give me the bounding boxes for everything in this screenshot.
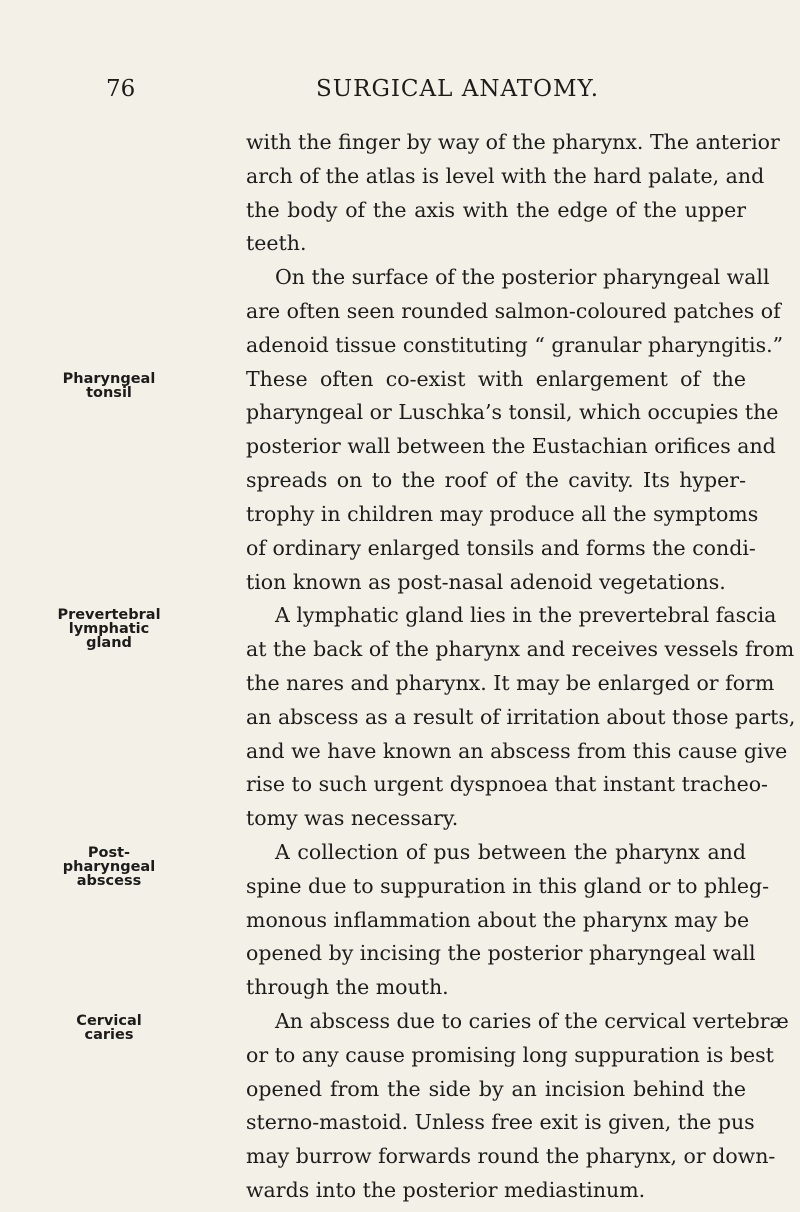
side-note-line: tonsil <box>86 385 132 401</box>
body-line: through the mouth. <box>246 975 449 999</box>
side-note-line: pharyngeal <box>62 859 156 875</box>
running-head: SURGICAL ANATOMY. <box>316 76 600 102</box>
body-line: opened by incising the posterior pharyngeal wall <box>246 941 756 965</box>
side-note-line: Pharyngeal <box>62 371 156 387</box>
side-note-prevertebral-gland <box>34 608 184 650</box>
page-header <box>0 76 800 110</box>
body-line: are often seen rounded salmon-coloured patches of <box>246 299 781 323</box>
body-line: adenoid tissue constituting “ granular pharyngitis.” <box>246 333 784 357</box>
body-line: A collection of pus between the pharynx and <box>275 840 746 864</box>
body-line: posterior wall between the Eustachian orifices and <box>246 434 776 458</box>
body-line: an abscess as a result of irritation about those parts, <box>246 705 796 729</box>
body-line: sterno-mastoid. Unless free exit is given, the pus <box>246 1110 755 1134</box>
body-line: wards into the posterior mediastinum. <box>246 1178 646 1202</box>
body-line: teeth. <box>246 231 307 255</box>
side-note-line: Post- <box>87 845 131 861</box>
side-note-pharyngeal-tonsil <box>34 372 184 400</box>
side-note-line: caries <box>84 1027 134 1043</box>
body-line: the body of the axis with the edge of the upper <box>246 198 746 222</box>
side-note-post-pharyngeal-abscess <box>34 846 184 888</box>
body-line: spine due to suppuration in this gland or to phleg- <box>246 874 770 898</box>
page-number: 76 <box>106 76 136 102</box>
side-note-line: lymphatic <box>68 621 150 637</box>
body-line: of ordinary enlarged tonsils and forms the condi- <box>246 536 756 560</box>
body-line: and we have known an abscess from this cause give <box>246 739 788 763</box>
body-line: the nares and pharynx. It may be enlarged or form <box>246 671 775 695</box>
body-line: opened from the side by an incision behind the <box>246 1077 746 1101</box>
body-line: pharyngeal or Luschka’s tonsil, which occupies the <box>246 400 779 424</box>
side-note-cervical-caries <box>34 1014 184 1042</box>
side-note-line: Prevertebral <box>57 607 161 623</box>
side-note-line: Cervical <box>76 1013 142 1029</box>
body-line: with the finger by way of the pharynx. The anterior <box>246 130 780 154</box>
body-line: trophy in children may produce all the symptoms <box>246 502 759 526</box>
side-note-line: gland <box>86 635 132 651</box>
body-line: On the surface of the posterior pharyngeal wall <box>275 265 770 289</box>
body-line: may burrow forwards round the pharynx, or down- <box>246 1144 776 1168</box>
body-line: arch of the atlas is level with the hard palate, and <box>246 164 765 188</box>
body-line: or to any cause promising long suppuration is best <box>246 1043 774 1067</box>
side-note-line: abscess <box>76 873 142 889</box>
body-line: at the back of the pharynx and receives vessels from <box>246 637 795 661</box>
body-line: These often co-exist with enlargement of the <box>246 367 746 391</box>
body-line: An abscess due to caries of the cervical vertebræ <box>275 1009 789 1033</box>
body-line: tomy was necessary. <box>246 806 459 830</box>
body-line: A lymphatic gland lies in the prevertebral fascia <box>275 603 777 627</box>
body-line: monous inflammation about the pharynx may be <box>246 908 750 932</box>
body-line: tion known as post-nasal adenoid vegetations. <box>246 570 726 594</box>
body-line: rise to such urgent dyspnoea that instant tracheo- <box>246 772 768 796</box>
body-line: spreads on to the roof of the cavity. Its hyper- <box>246 468 746 492</box>
